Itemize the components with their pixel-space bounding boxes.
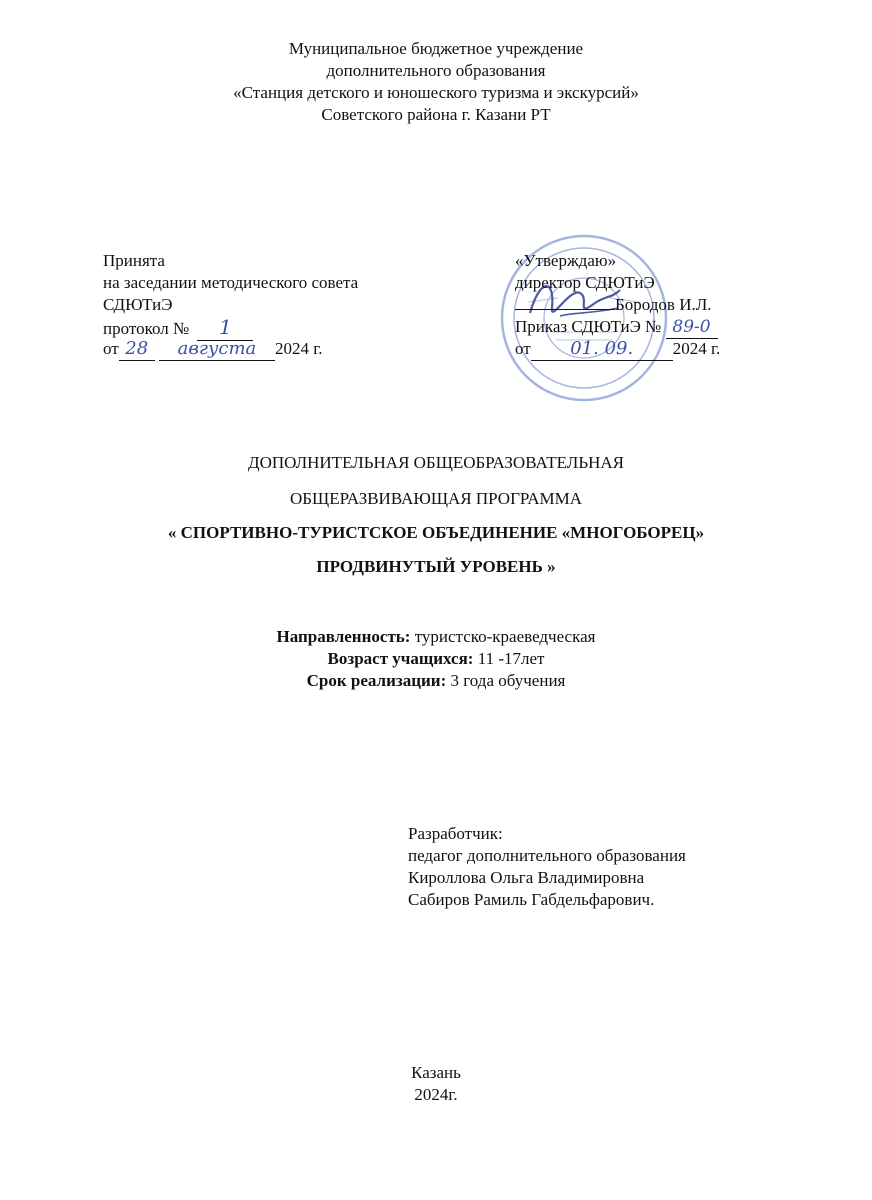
accepted-date xyxy=(103,338,323,361)
director-name: Бородов И.Л. xyxy=(615,295,712,314)
approved-director xyxy=(515,294,712,316)
term-label: Срок реализации: xyxy=(306,671,447,690)
institution-line-3: «Станция детского и юношеского туризма и экскурсий» xyxy=(233,83,639,102)
approved-date xyxy=(515,338,720,361)
age-value: 11 -17лет xyxy=(473,649,545,668)
program-title-line-3: « СПОРТИВНО-ТУРИСТСКОЕ ОБЪЕДИНЕНИЕ «МНОГОБОРЕЦ» xyxy=(167,523,705,542)
direction-value: туристско-краеведческая xyxy=(410,627,596,646)
institution-line-2: дополнительного образования xyxy=(326,61,546,80)
footer-year: 2024г. xyxy=(414,1085,458,1104)
protocol-prefix: протокол № xyxy=(103,319,190,338)
institution-line-4: Советского района г. Казани РТ xyxy=(321,105,551,124)
developer-name-1: Кироллова Ольга Владимировна xyxy=(408,868,645,887)
term-value: 3 года обучения xyxy=(446,671,566,690)
program-title-line-1: ДОПОЛНИТЕЛЬНАЯ ОБЩЕОБРАЗОВАТЕЛЬНАЯ xyxy=(248,453,624,472)
program-title-line-2: ОБЩЕРАЗВИВАЮЩАЯ ПРОГРАММА xyxy=(290,489,582,508)
age-row xyxy=(0,648,872,670)
approved-date-prefix: от xyxy=(515,339,531,358)
developer-name-2: Сабиров Рамиль Габдельфарович. xyxy=(408,890,655,909)
footer-city: Казань xyxy=(411,1063,461,1082)
direction-label: Направленность: xyxy=(276,627,411,646)
accepted-council: на заседании методического совета xyxy=(103,273,359,292)
date-year: 2024 г. xyxy=(274,339,323,358)
approved-position: директор СДЮТиЭ xyxy=(515,273,655,292)
approved-date-year: 2024 г. xyxy=(672,339,721,358)
institution-line-1: Муниципальное бюджетное учреждение xyxy=(288,39,584,58)
accepted-title: Принята xyxy=(103,251,165,270)
program-title-line-4: ПРОДВИНУТЫЙ УРОВЕНЬ » xyxy=(316,557,556,576)
term-row xyxy=(0,670,872,692)
direction-row xyxy=(0,626,872,648)
developer-label: Разработчик: xyxy=(408,824,503,843)
approved-title: «Утверждаю» xyxy=(515,251,617,270)
protocol-number-handwritten: 1 xyxy=(219,315,232,339)
date-month-handwritten: августа xyxy=(177,338,257,359)
order-number-handwritten: 89-0 xyxy=(672,317,711,337)
date-day-handwritten: 28 xyxy=(125,338,149,359)
approved-order xyxy=(515,316,718,339)
approved-date-handwritten: 01. 09. xyxy=(570,338,634,359)
developer-role: педагог дополнительного образования xyxy=(408,846,686,865)
order-prefix: Приказ СДЮТиЭ № xyxy=(515,317,662,336)
age-label: Возраст учащихся: xyxy=(327,649,474,668)
date-prefix: от xyxy=(103,339,119,358)
accepted-org: СДЮТиЭ xyxy=(103,295,173,314)
